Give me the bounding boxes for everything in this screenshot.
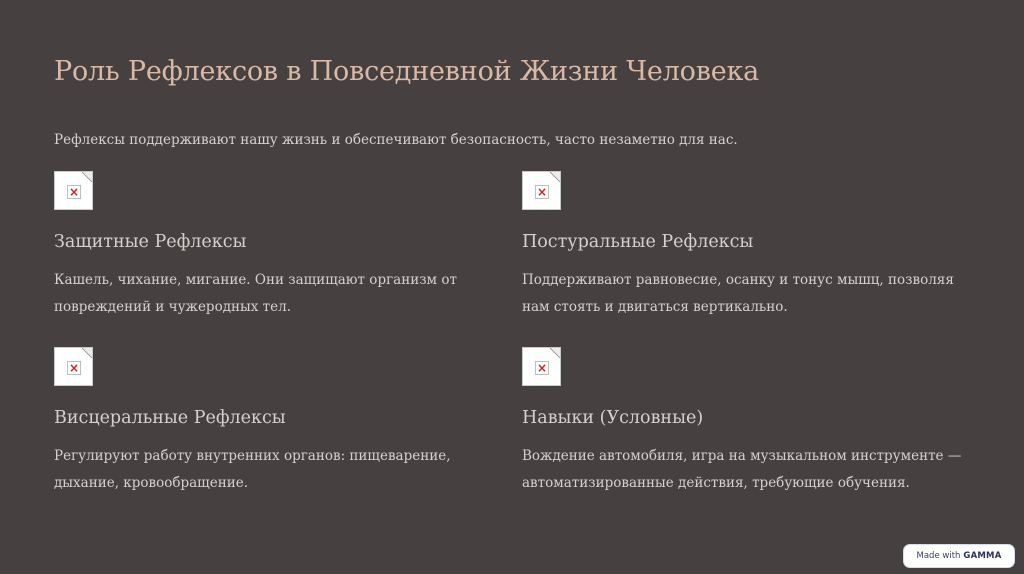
card-visceral-reflexes [54,347,494,491]
card-title: Навыки (Условные) [522,408,704,428]
card-text: Вождение автомобиля, игра на музыкальном инструменте — автоматизированные действия, требующие обучения. [522,448,962,491]
broken-image-icon [522,347,561,386]
card-text: Кашель, чихание, мигание. Они защищают организм от повреждений и чужеродных тел. [54,272,457,315]
card-text: Поддерживают равновесие, осанку и тонус мышц, позволяя нам стоять и двигаться вертикально. [522,272,954,315]
card-text: Регулируют работу внутренних органов: пищеварение, дыхание, кровообращение. [54,448,451,491]
card-title: Висцеральные Рефлексы [54,408,286,428]
broken-image-icon [54,171,93,210]
broken-image-x-icon: × [68,185,80,199]
broken-image-icon [522,171,561,210]
broken-image-x-icon: × [536,185,548,199]
badge-prefix: Made with [916,551,961,561]
card-title: Защитные Рефлексы [54,232,247,252]
broken-image-x-icon: × [536,361,548,375]
card-protective-reflexes [54,171,494,315]
broken-image-icon [54,347,93,386]
slide-subtitle: Рефлексы поддерживают нашу жизнь и обеспечивают безопасность, часто незаметно для нас. [54,132,738,148]
slide-title: Роль Рефлексов в Повседневной Жизни Человека [54,56,760,87]
card-postural-reflexes [522,171,962,315]
made-with-gamma-badge[interactable] [904,545,1014,567]
broken-image-x-icon: × [68,361,80,375]
card-title: Постуральные Рефлексы [522,232,754,252]
card-conditioned-skills [522,347,962,491]
gamma-logo: GAMMA [963,551,1002,561]
